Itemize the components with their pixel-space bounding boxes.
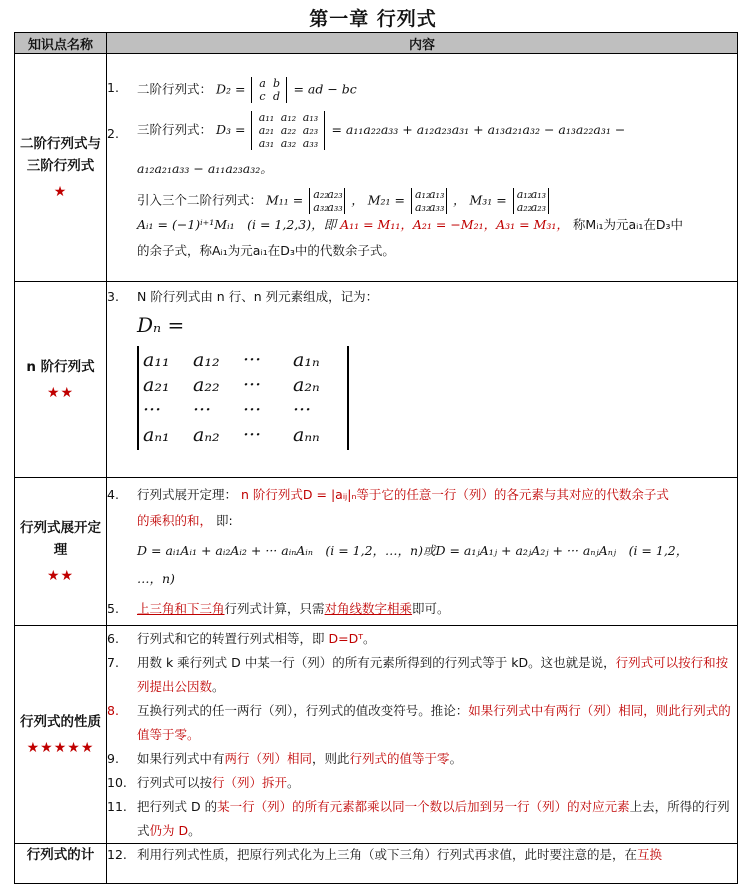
formula: = ad − bc <box>293 81 357 97</box>
matrix-entry: a₁ₙ <box>293 349 320 371</box>
matrix-entry: a₃₂ <box>280 137 297 150</box>
list-item <box>107 188 737 214</box>
item-text-part: 行列式和它的转置行列式相等，即 <box>137 630 329 646</box>
formula: M₁₁ = <box>266 192 304 208</box>
topic-label: 行列式展开定理 <box>20 519 101 558</box>
item-number: 11. <box>107 798 127 814</box>
matrix-entry: a₃₃ <box>327 201 343 214</box>
list-item <box>107 77 737 103</box>
highlight-text: 行列式可以按行和按列提出公因数 <box>137 654 729 694</box>
item-number: 8. <box>107 702 119 718</box>
content-cell <box>107 844 738 884</box>
topic-cell <box>15 282 107 478</box>
topic-label: 二阶行列式与三阶行列式 <box>20 135 101 174</box>
list-item <box>107 158 737 180</box>
matrix-entry: aₙ₁ <box>143 424 170 446</box>
item-text-part: 用数 k 乘行列式 D 中某一行（列）的所有元素所得到的行列式等于 kD。这也就是说， <box>137 654 616 670</box>
determinant <box>251 77 287 103</box>
item-text-part: 。 <box>363 630 376 646</box>
list-item <box>107 747 737 771</box>
item-text-part: 即可。 <box>412 600 450 616</box>
star-rating: ★★★★★ <box>26 739 95 756</box>
item-text-part: 行列式可以按 <box>137 774 213 790</box>
formula: a₁₂a₂₁a₃₃ − a₁₁a₂₃a₃₂。 <box>137 161 273 176</box>
highlight-text: 的乘积的和， <box>137 512 213 528</box>
item-text-part: 二阶行列式： <box>137 81 213 97</box>
item-number: 5. <box>107 600 119 616</box>
item-text <box>137 484 737 506</box>
item-text-part: 即: <box>216 512 233 528</box>
item-text <box>137 214 737 236</box>
item-number: 10. <box>107 774 127 790</box>
item-number: 4. <box>107 486 119 502</box>
topic-label: 行列式的计 <box>26 847 95 863</box>
content-cell <box>107 626 738 844</box>
highlight-text: 如果行列式中有两行（列）相同，则此行列式的值等于零。 <box>137 702 731 742</box>
matrix-entry: a₁₃ <box>302 111 319 124</box>
list-item <box>107 214 737 236</box>
item-text <box>137 111 737 150</box>
matrix-entry: ··· <box>243 374 262 396</box>
item-text-part: 。 <box>212 678 225 694</box>
item-text <box>137 699 737 747</box>
item-text-part: 把行列式 D 的 <box>137 798 218 814</box>
matrix-entry: a₂₃ <box>530 201 547 214</box>
item-text-part: 利用行列式性质，把原行列式化为上三角（或下三角）行列式再求值，此时要注意的是，在 <box>137 847 638 862</box>
determinant <box>137 346 349 450</box>
item-text-part: 行列式展开定理： <box>137 486 238 502</box>
star-rating: ★ <box>53 183 68 200</box>
header-content: 内容 <box>107 33 738 54</box>
matrix-entry: b <box>272 77 280 90</box>
table-row <box>15 478 738 626</box>
list-item <box>107 568 737 590</box>
formula: = a₁₁a₂₂a₃₃ + a₁₂a₂₃a₃₁ + a₁₃a₂₁a₃₂ − a₁₃a₂₂a₃₁ − <box>331 122 626 137</box>
list-item <box>107 510 737 532</box>
item-text-part: 三阶行列式： <box>137 122 213 137</box>
matrix-entry: ··· <box>143 399 162 421</box>
highlight-text: 仍为 D <box>149 822 189 838</box>
item-text <box>137 844 737 866</box>
matrix-entry: a₂₁ <box>143 374 170 396</box>
knowledge-table <box>14 32 738 884</box>
item-text-part: 称Mᵢ₁为元aᵢ₁在D₃中 <box>572 217 683 232</box>
item-text-part: 。 <box>449 750 463 766</box>
list-item <box>107 795 737 843</box>
matrix-entry: ··· <box>243 424 262 446</box>
matrix-entry: c <box>259 90 266 103</box>
content-cell <box>107 478 738 626</box>
highlight-text: 互换 <box>637 847 663 862</box>
matrix-entry: a₃₃ <box>428 201 445 214</box>
matrix-entry: a₁₂ <box>193 349 220 371</box>
list-item <box>107 771 737 795</box>
highlight-text: 行（列） <box>212 774 263 790</box>
item-text-part: 行列式计算，只需 <box>224 600 325 616</box>
item-text-part: 引入三个二阶行列式： <box>137 192 263 208</box>
topic-cell <box>15 54 107 282</box>
formula: D = aᵢ₁Aᵢ₁ + aᵢ₂Aᵢ₂ + ··· aᵢₙAᵢₙ (i = 1,2，…，n)或D = a₁ⱼA₁ⱼ + a₂ⱼA₂ⱼ + ··· aₙⱼAₙⱼ (i = 1,2， <box>137 542 689 558</box>
list-item <box>107 286 737 308</box>
list-item <box>107 844 737 866</box>
item-number: 7. <box>107 654 119 670</box>
item-text <box>137 77 737 103</box>
highlight-text: 两行（列）相同 <box>224 750 313 766</box>
topic-label: 行列式的性质 <box>20 713 101 730</box>
star-rating: ★★ <box>46 384 75 401</box>
item-text-part: 上去，所得的行列式 <box>137 798 730 838</box>
determinant <box>513 188 549 214</box>
matrix-entry: aₙₙ <box>293 424 320 446</box>
matrix-entry: a₂₁ <box>258 124 275 137</box>
content-cell <box>107 282 738 478</box>
item-text <box>137 795 737 843</box>
formula: Dₙ = <box>137 313 185 337</box>
item-number: 9. <box>107 750 119 766</box>
matrix-entry: ··· <box>293 399 312 421</box>
highlight-text: D=Dᵀ <box>328 630 364 646</box>
highlight-text: 拆开 <box>262 774 288 790</box>
matrix-entry: a₁₃ <box>530 188 547 201</box>
matrix-entry: a₂₃ <box>327 188 343 201</box>
item-number: 3. <box>107 289 119 304</box>
topic-cell <box>15 626 107 844</box>
item-number: 2. <box>107 126 119 141</box>
table-row <box>15 844 738 884</box>
determinant <box>411 188 447 214</box>
item-text-part: 。 <box>188 822 201 838</box>
item-text-part: 互换行列式的任一两行（列），行列式的值改变符号。推论： <box>137 702 469 718</box>
formula: Aᵢ₁ = (−1)ⁱ⁺¹Mᵢ₁ (i = 1,2,3)，即 <box>137 217 337 232</box>
matrix-entry: a₂₂ <box>280 124 297 137</box>
table-header-row <box>15 33 738 54</box>
matrix-entry: a <box>259 77 266 90</box>
item-text <box>137 627 737 651</box>
list-item <box>107 627 737 651</box>
matrix-entry: ··· <box>193 399 212 421</box>
matrix-entry: a₁₂ <box>280 111 297 124</box>
highlight-text: n 阶行列式D = |aᵢⱼ|ₙ等于它的任意一行（列）的各元素与其对应的代数余子式 <box>241 486 669 502</box>
matrix-entry: a₂ₙ <box>293 374 320 396</box>
header-topic: 知识点名称 <box>15 33 107 54</box>
formula: …，n) <box>137 570 175 586</box>
matrix-entry: a₁₁ <box>143 349 170 371</box>
item-text-part: ，则此 <box>312 750 350 766</box>
matrix-entry: a₃₂ <box>313 201 329 214</box>
table-row <box>15 282 738 478</box>
table-row <box>15 54 738 282</box>
document-title: 第一章 行列式 <box>309 8 437 30</box>
matrix-entry: ··· <box>243 349 262 371</box>
list-item <box>107 240 737 262</box>
list-item <box>107 598 737 620</box>
formula: D₃ = <box>216 122 246 137</box>
matrix-entry: a₃₁ <box>258 137 275 150</box>
table-row <box>15 626 738 844</box>
formula: ， M₃₁ = <box>452 192 507 208</box>
formula: D₂ = <box>216 81 246 97</box>
formula: ， M₂₁ = <box>351 192 405 208</box>
matrix-entry: a₃₂ <box>414 201 431 214</box>
matrix-entry: a₂₂ <box>313 188 329 201</box>
item-text <box>137 651 737 699</box>
highlight-text: 行列式的值等于零 <box>349 750 450 766</box>
item-text <box>137 747 737 771</box>
list-item <box>107 111 737 150</box>
item-text-part: 。 <box>287 774 300 790</box>
matrix-entry: d <box>272 90 280 103</box>
highlight-text: 某一行（列）的所有元素都乘以同一个数以后加到另一行（列）的对应元素 <box>217 798 630 814</box>
matrix-entry: aₙ₂ <box>193 424 220 446</box>
topic-label: n 阶行列式 <box>26 358 95 375</box>
list-item <box>107 540 737 562</box>
topic-cell <box>15 844 107 884</box>
determinant <box>251 111 325 150</box>
item-text <box>137 771 737 795</box>
highlight-text: A₁₁ = M₁₁，A₂₁ = −M₂₁，A₃₁ = M₃₁， <box>340 217 569 232</box>
determinant <box>309 188 345 214</box>
matrix-entry: ··· <box>243 399 262 421</box>
matrix-entry: a₂₃ <box>302 124 319 137</box>
list-item <box>107 484 737 506</box>
matrix-entry: a₂₂ <box>193 374 220 396</box>
item-text <box>137 598 737 620</box>
highlight-text: 对角线数字相乘 <box>324 600 413 616</box>
topic-cell <box>15 478 107 626</box>
item-text-part: 如果行列式中有 <box>137 750 225 766</box>
highlight-text: 上三角和下三角 <box>137 600 225 616</box>
item-number: 12. <box>107 847 127 862</box>
matrix-entry: a₁₂ <box>414 188 431 201</box>
item-text: N 阶行列式由 n 行、n 列元素组成，记为： <box>137 289 379 304</box>
item-text <box>137 188 737 214</box>
item-number: 6. <box>107 630 119 646</box>
matrix-entry: a₁₃ <box>428 188 445 201</box>
matrix-entry: a₂₂ <box>516 201 533 214</box>
item-text-part: 的余子式，称Aᵢ₁为元aᵢ₁在D₃中的代数余子式。 <box>137 243 395 258</box>
star-rating: ★★ <box>46 567 75 584</box>
matrix-entry: a₁₁ <box>258 111 275 124</box>
list-item <box>107 651 737 699</box>
matrix-entry: a₁₂ <box>516 188 533 201</box>
content-cell <box>107 54 738 282</box>
list-item <box>107 699 737 747</box>
matrix-entry: a₃₃ <box>302 137 319 150</box>
item-text <box>137 510 737 532</box>
item-number: 1. <box>107 80 119 95</box>
